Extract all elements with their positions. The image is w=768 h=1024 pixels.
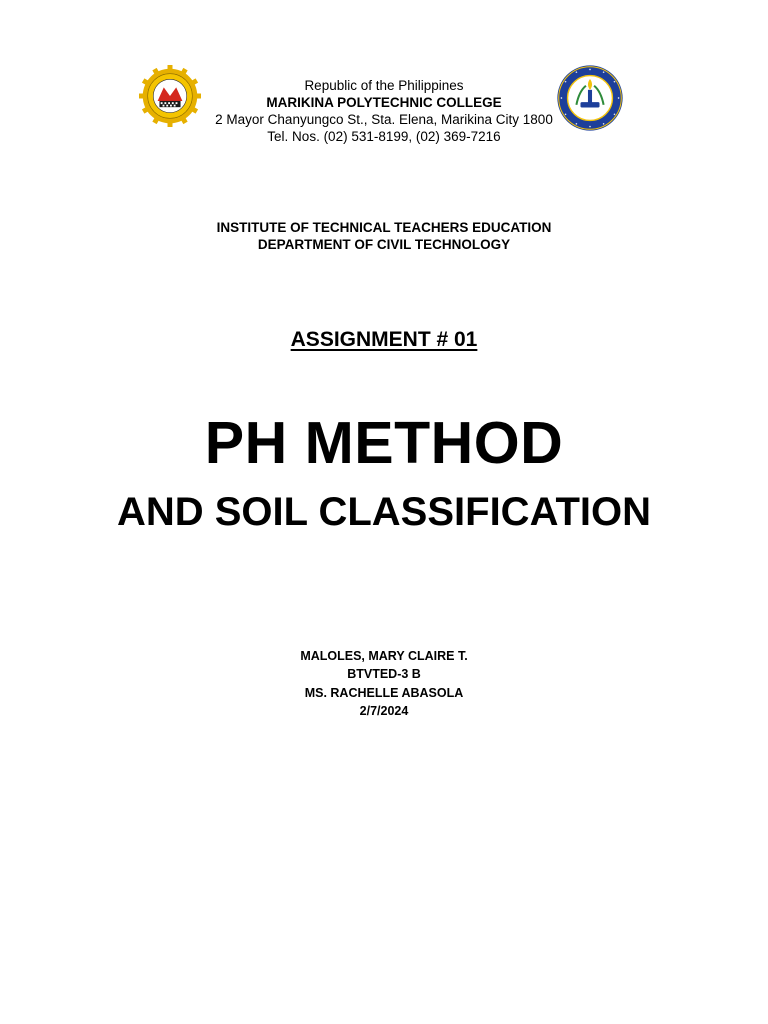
author-details xyxy=(184,647,584,720)
assignment-label: ASSIGNMENT # 01 xyxy=(290,328,478,351)
letterhead xyxy=(150,77,618,145)
school-name: MARIKINA POLYTECHNIC COLLEGE xyxy=(266,95,502,110)
school-phone: Tel. Nos. (02) 531-8199, (02) 369-7216 xyxy=(267,129,501,144)
department-name: DEPARTMENT OF CIVIL TECHNOLOGY xyxy=(257,237,511,252)
author-section: BTVTED-3 B xyxy=(347,667,421,682)
document-title: PH METHOD xyxy=(204,410,564,476)
assignment-heading xyxy=(200,326,568,354)
instructor-name: MS. RACHELLE ABASOLA xyxy=(304,685,464,700)
country-line: Republic of the Philippines xyxy=(304,78,464,93)
document-subtitle: AND SOIL CLASSIFICATION xyxy=(116,490,652,534)
submission-date: 2/7/2024 xyxy=(359,703,409,718)
author-name: MALOLES, MARY CLAIRE T. xyxy=(300,649,468,663)
school-address: 2 Mayor Chanyungco St., Sta. Elena, Marikina City 1800 xyxy=(215,112,553,127)
institute-heading xyxy=(100,219,668,253)
institute-name: INSTITUTE OF TECHNICAL TEACHERS EDUCATION xyxy=(216,220,552,235)
